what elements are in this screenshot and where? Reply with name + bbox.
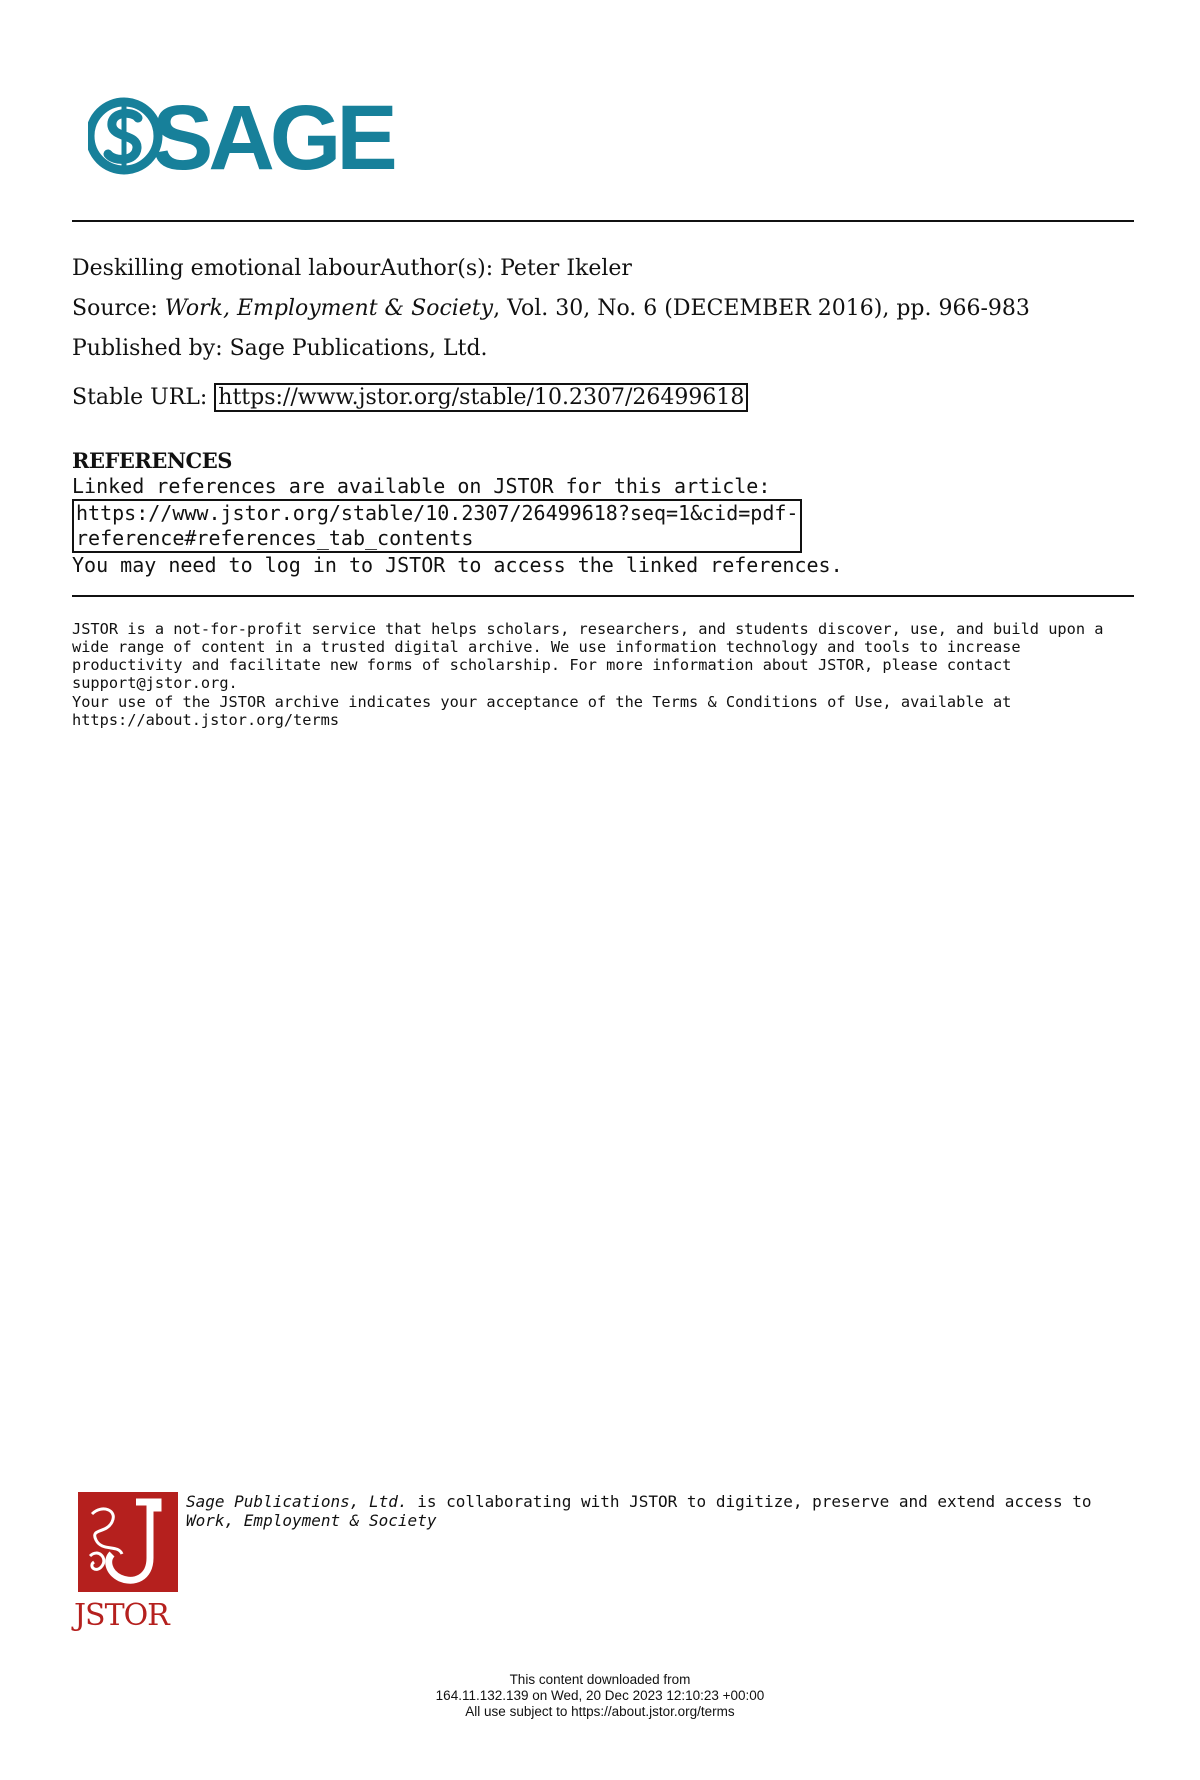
terms-line1: Your use of the JSTOR archive indicates your acceptance of the Terms & Conditions of Use, available at (72, 693, 1012, 711)
top-divider (72, 220, 1134, 222)
sage-logo-wordmark: SAGE (152, 87, 393, 189)
references-link[interactable] (72, 499, 802, 553)
collaboration-notice (186, 1492, 1092, 1530)
article-title-line (72, 254, 632, 284)
jstor-about-notice: JSTOR is a not-for-profit service that helps scholars, researchers, and students discover, use, and build upon a wide range of content in a trusted digital archive. We use information technology and tools to increase productivity and facilitate new forms of scholarship. For more information about JSTOR, please contact support@jstor.org. (72, 620, 1104, 692)
collab-text: is collaborating with JSTOR to digitize, preserve and extend access to (407, 1492, 1092, 1511)
references-link-line1[interactable]: https://www.jstor.org/stable/10.2307/26499618?seq=1&cid=pdf- (76, 501, 799, 525)
collab-journal: Work, Employment & Society (186, 1511, 437, 1530)
references-heading: REFERENCES (72, 448, 232, 473)
download-footer (0, 1672, 1200, 1720)
references-intro: Linked references are available on JSTOR for this article: (72, 474, 771, 498)
jstor-wordmark: JSTOR (74, 1598, 169, 1633)
footer-line2: 164.11.132.139 on Wed, 20 Dec 2023 12:10:23 +00:00 (435, 1688, 765, 1703)
footer-line3: All use subject to https://about.jstor.org/terms (465, 1704, 735, 1719)
references-login-note: You may need to log in to JSTOR to access the linked references. (72, 553, 843, 577)
source-details: , Vol. 30, No. 6 (DECEMBER 2016), pp. 966-983 (493, 296, 1030, 321)
jstor-terms-notice (72, 693, 1134, 729)
author-label: Author(s): (380, 256, 501, 281)
middle-divider (72, 595, 1134, 597)
collab-publisher: Sage Publications, Ltd. (186, 1492, 408, 1511)
references-block (72, 474, 843, 578)
article-title: Deskilling emotional labour (72, 256, 381, 281)
source-line (72, 294, 1030, 324)
references-link-line2[interactable]: reference#references_tab_contents (76, 526, 474, 550)
source-label: Source: (72, 296, 165, 321)
journal-title: Work, Employment & Society (164, 296, 494, 321)
terms-link[interactable]: https://about.jstor.org/terms (72, 711, 340, 729)
stable-url-label: Stable URL: (72, 385, 215, 410)
publisher-line: Published by: Sage Publications, Ltd. (72, 336, 488, 361)
footer-line1: This content downloaded from (509, 1672, 691, 1687)
stable-url-line (72, 383, 748, 413)
stable-url-link[interactable]: https://www.jstor.org/stable/10.2307/26499618 (214, 383, 748, 412)
jstor-logo-icon (78, 1492, 178, 1592)
author-name: Peter Ikeler (500, 256, 632, 281)
